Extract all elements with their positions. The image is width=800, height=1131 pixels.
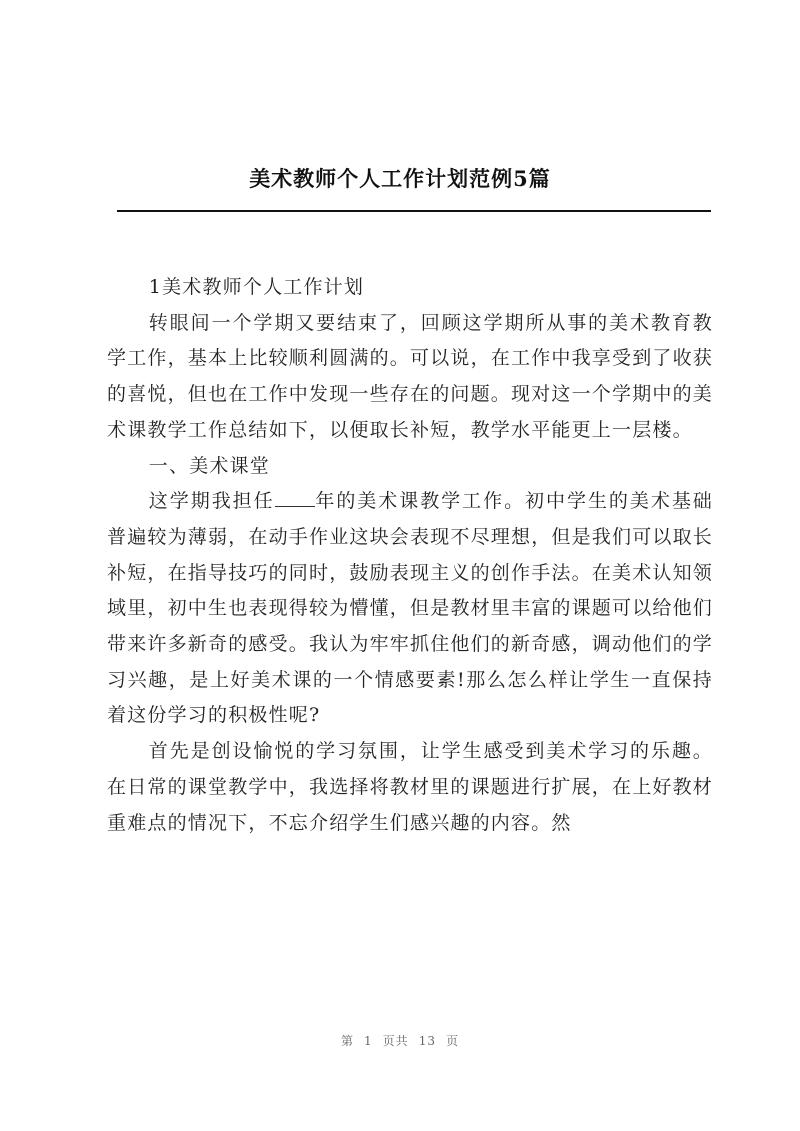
section-heading: 1美术教师个人工作计划 [148,276,365,298]
paragraph-teaching [107,484,713,734]
paragraph-teaching-rest: 年的美术课教学工作。初中学生的美术基础普遍较为薄弱，在动手作业这块会表现不尽理想，但是我们可以取长补短，在指导技巧的同时，鼓励表现主义的创作手法。在美术认知领域里，初中生也表现得较为懵懂，但是教材里丰富的课题可以给他们带来许多新奇的感受。我认为牢牢抓住他们的新奇感，调动他们的学习兴趣，是上好美术课的一个情感要素!那么怎么样让学生一直保持着这份学习的积极性呢? [107,490,714,727]
footer-suffix: 页 [445,1034,459,1048]
paragraph-intro: 转眼间一个学期又要结束了，回顾这学期所从事的美术教育教学工作，基本上比较顺利圆满的。可以说，在工作中我享受到了收获的喜悦，但也在工作中发现一些存在的问题。现对这一个学期中的美术课教学工作总结如下，以便取长补短，教学水平能更上一层楼。 [107,311,714,441]
title-divider [117,210,711,212]
fill-in-blank [275,505,315,507]
page-footer [0,1032,800,1049]
document-title: 美术教师个人工作计划范例5篇 [249,166,551,191]
paragraph-teaching-start: 这学期我担任 [148,490,275,513]
document-body [107,270,713,841]
paragraph-atmosphere: 首先是创设愉悦的学习氛围，让学生感受到美术学习的乐趣。在日常的课堂教学中，我选择将教材里的课题进行扩展，在上好教材重难点的情况下，不忘介绍学生们感兴趣的内容。然 [107,740,714,834]
footer-prefix: 第 [341,1034,355,1048]
footer-mid: 页共 [382,1034,409,1048]
footer-page-number: 1 [364,1034,373,1048]
subheading-art-class: 一、美术课堂 [148,454,270,477]
footer-page-total: 13 [418,1034,436,1048]
